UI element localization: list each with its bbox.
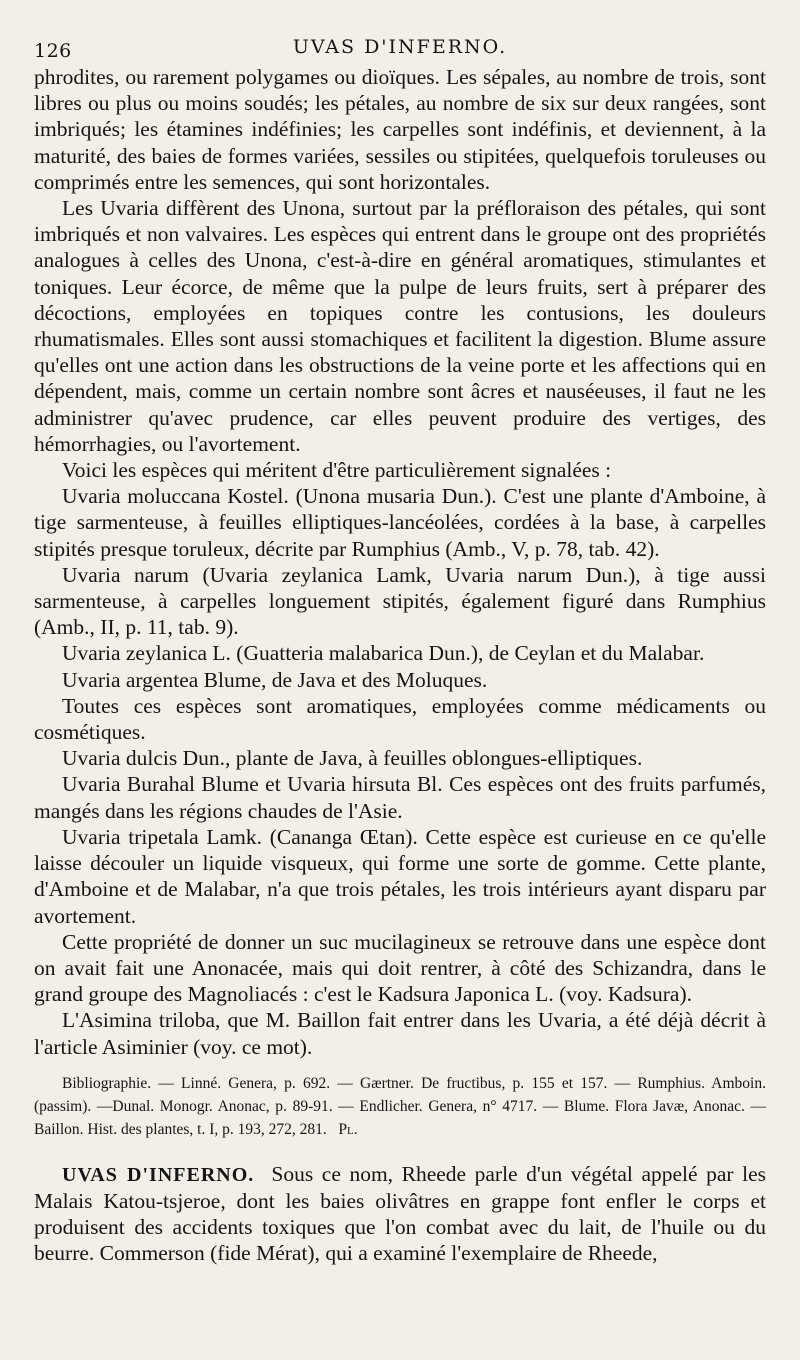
paragraph-mucilage: Cette propriété de donner un suc mucilagineux se retrouve dans une espèce dont on avait fait une Anonacée, mais qui doit rentrer, à côté des Schizandra, dans le grand groupe des Magnoliacés : c'est le Kadsura Japonica L. (voy. Kadsura). xyxy=(34,929,766,1007)
entry-paragraph xyxy=(34,1161,766,1267)
paragraph-uvaria-moluccana: Uvaria moluccana Kostel. (Unona musaria Dun.). C'est une plante d'Amboine, à tige sarmenteuse, à feuilles elliptiques-lancéolées, cordées à la base, à carpelles stipités presque toruleux, décrite par Rumphius (Amb., V, p. 78, tab. 42). xyxy=(34,484,766,561)
paragraph-uvaria-narum: Uvaria narum (Uvaria zeylanica Lamk, Uvaria narum Dun.), à tige aussi sarmenteuse, à carpelles longuement stipités, également figuré dans Rumphius (Amb., II, p. 11, tab. 9). xyxy=(34,562,766,640)
paragraph-uvaria-dulcis: Uvaria dulcis Dun., plante de Java, à feuilles oblongues-elliptiques. xyxy=(62,746,643,771)
article-body xyxy=(34,64,766,1060)
entry-headword: UVAS D'INFERNO. xyxy=(62,1163,255,1186)
running-title: UVAS D'INFERNO. xyxy=(292,36,508,58)
bibliography-text xyxy=(34,1072,766,1141)
paragraph-uvaria-burahal: Uvaria Burahal Blume et Uvaria hirsuta Bl. Ces espèces ont des fruits parfumés, mangés dans les régions chaudes de l'Asie. xyxy=(34,772,766,823)
paragraph-species-intro: Voici les espèces qui méritent d'être particulièrement signalées : xyxy=(62,458,612,483)
paragraph-uvaria-properties: Les Uvaria diffèrent des Unona, surtout par la préfloraison des pétales, qui sont imbriqués et non valvaires. Les espèces qui entrent dans le groupe ont des propriétés analogues à celles des Unona, c'est-à-dire en général aromatiques, stimulantes et toniques. Leur écorce, de même que la pulpe de leurs fruits, sert à préparer des décoctions, employées en topiques contre les contusions, les douleurs rhumatismales. Elles sont aussi stomachiques et facilitent la digestion. Blume assure qu'elles ont une action dans les obstructions de la veine porte et les affections qui en dépendent, mais, comme un certain nombre sont âcres et nauséeuses, il faut ne les administrer qu'avec prudence, car elles peuvent produire des vertiges, des hémorrhagies, ou l'avortement. xyxy=(34,196,766,456)
paragraph-asimina: L'Asimina triloba, que M. Baillon fait entrer dans les Uvaria, a été déjà décrit à l'article Asiminier (voy. ce mot). xyxy=(34,1008,766,1059)
entry-text: Sous ce nom, Rheede parle d'un végétal appelé par les Malais Katou-tsjeroe, dont les baies olivâtres en grappe font enfler le corps et produisent des accidents toxiques que l'on combat avec du lait, de l'huile ou du beurre. Commerson (fide Mérat), qui a examiné l'exemplaire de Rheede, xyxy=(34,1161,767,1266)
dictionary-entry xyxy=(34,1161,766,1267)
paragraph-uvaria-tripetala: Uvaria tripetala Lamk. (Cananga Œtan). Cette espèce est curieuse en ce qu'elle laisse découler un liquide visqueux, qui forme une sorte de gomme. Cette plante, d'Amboine et de Malabar, n'a que trois pétales, les trois intérieurs ayant disparu par avortement. xyxy=(34,824,766,928)
paragraph-continuation: phrodites, ou rarement polygames ou dioïques. Les sépales, au nombre de trois, sont libres ou plus ou moins soudés; les pétales, au nombre de six sur deux rangées, sont imbriqués; les étamines indéfinies; les carpelles sont indéfinis, et deviennent, à la maturité, des baies de formes variées, sessiles ou stipitées, quelquefois toruleuses ou comprimés entre les semences, qui sont horizontales. xyxy=(34,65,766,194)
paragraph-uvaria-argentea: Uvaria argentea Blume, de Java et des Moluques. xyxy=(62,667,488,692)
paragraph-aromatic-species: Toutes ces espèces sont aromatiques, employées comme médicaments ou cosmétiques. xyxy=(34,693,766,745)
running-head xyxy=(34,30,766,64)
bibliography xyxy=(34,1072,766,1141)
bibliography-signature: Pl. xyxy=(338,1120,358,1138)
page-number: 126 xyxy=(34,40,72,62)
bibliography-references: Bibliographie. — Linné. Genera, p. 692. — Gærtner. De fructibus, p. 155 et 157. — Rumphius. Amboin. (passim). —Dunal. Monogr. Anonac, p. 89-91. — Endlicher. Genera, n° 4717. — Blume. Flora Javæ, Anonac. — Baillon. Hist. des plantes, t. I, p. 193, 272, 281. xyxy=(34,1074,766,1138)
paragraph-uvaria-zeylanica: Uvaria zeylanica L. (Guatteria malabarica Dun.), de Ceylan et du Malabar. xyxy=(62,641,705,666)
